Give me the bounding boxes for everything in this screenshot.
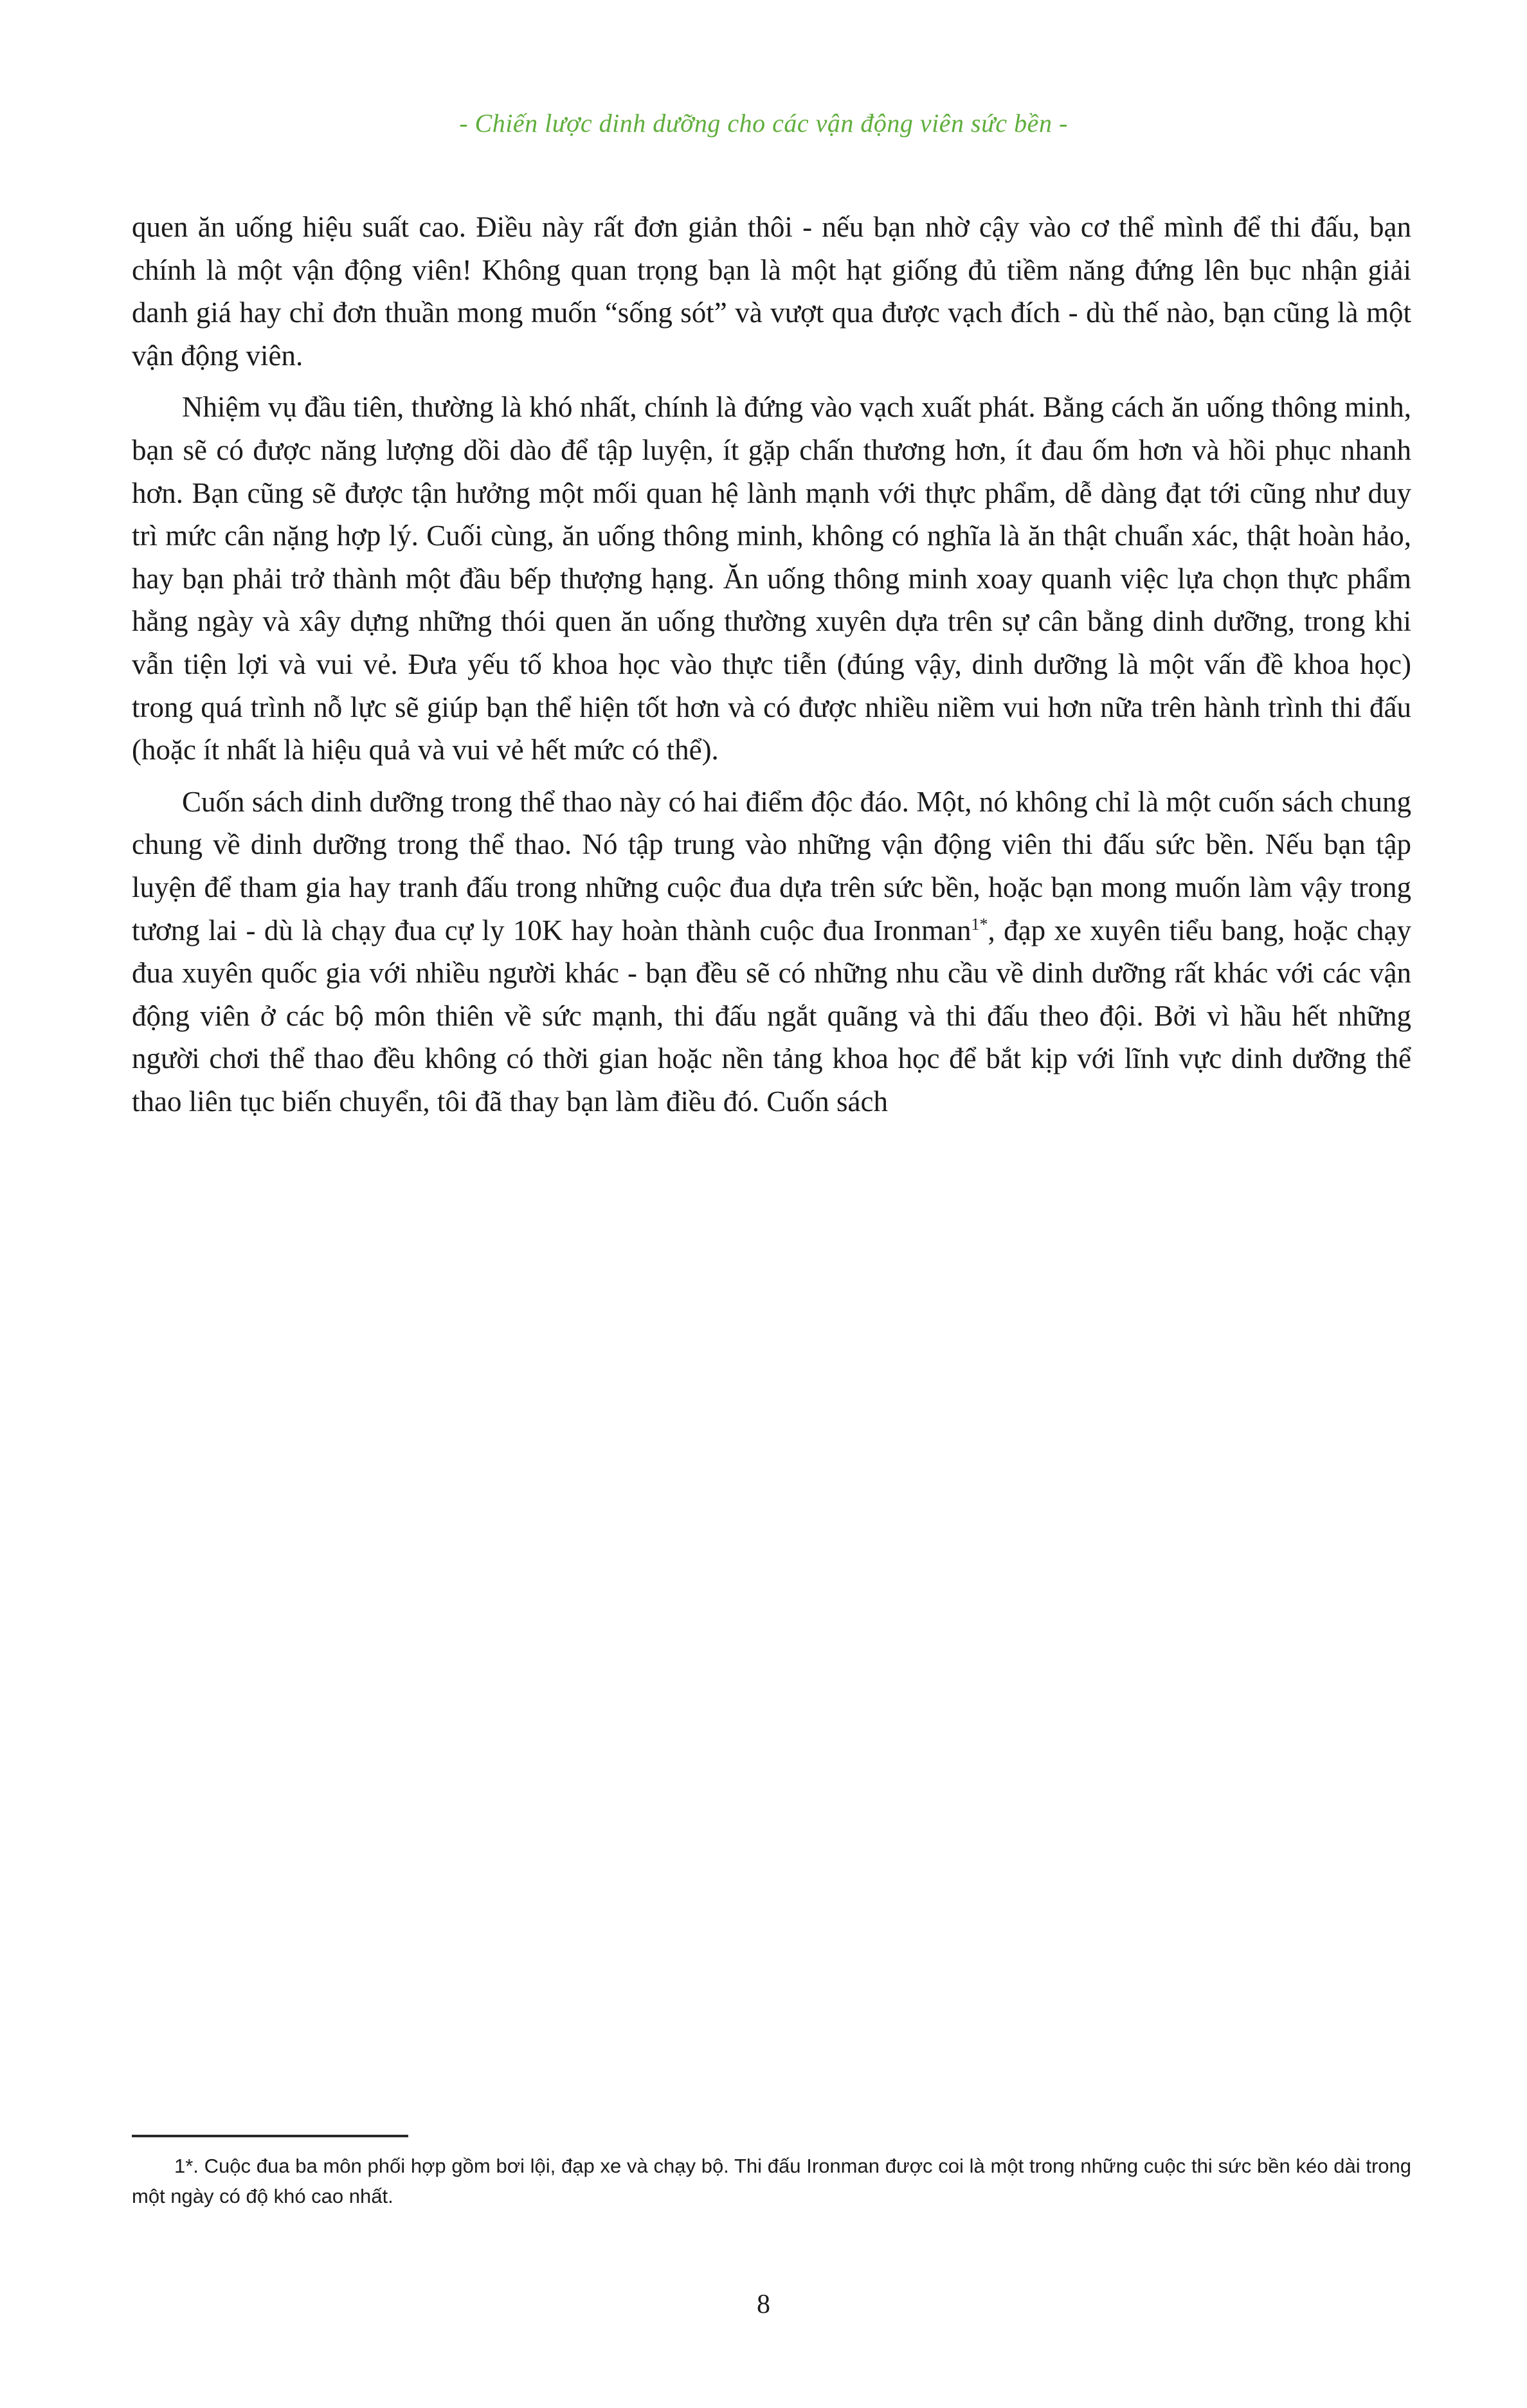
paragraph-3 (132, 781, 1411, 1123)
paragraph-1: quen ăn uống hiệu suất cao. Điều này rất đơn giản thôi - nếu bạn nhờ cậy vào cơ thể mình để thi đấu, bạn chính là một vận động viên! Không quan trọng bạn là một hạt giống đủ tiềm năng đứng lên bục nhận giải danh giá hay chỉ đơn thuần mong muốn “sống sót” và vượt qua được vạch đích - dù thế nào, bạn cũng là một vận động viên. (132, 211, 1411, 372)
paragraph-3-part-2: , đạp xe xuyên tiểu bang, hoặc chạy đua xuyên quốc gia với nhiều người khác - bạn đều sẽ có những nhu cầu về dinh dưỡng rất khác với các vận động viên ở các bộ môn thiên về sức mạnh, thi đấu ngắt quãng và thi đấu theo đội. Bởi vì hầu hết những người chơi thể thao đều không có thời gian hoặc nền tảng khoa học để bắt kịp với lĩnh vực dinh dưỡng thể thao liên tục biến chuyển, tôi đã thay bạn làm điều đó. Cuốn sách (132, 914, 1411, 1118)
page-body (132, 206, 1411, 1123)
footnote-divider (132, 2135, 408, 2137)
footnote-text: 1*. Cuộc đua ba môn phối hợp gồm bơi lội, đạp xe và chạy bộ. Thi đấu Ironman được coi là một trong những cuộc thi sức bền kéo dài trong một ngày có độ khó cao nhất. (132, 2155, 1411, 2207)
paragraph-3-part-1: Cuốn sách dinh dưỡng trong thể thao này có hai điểm độc đáo. Một, nó không chỉ là một cuốn sách chung chung về dinh dưỡng trong thể thao. Nó tập trung vào những vận động viên thi đấu sức bền. Nếu bạn tập luyện để tham gia hay tranh đấu trong những cuộc đua dựa trên sức bền, hoặc bạn mong muốn làm vậy trong tương lai - dù là chạy đua cự ly 10K hay hoàn thành cuộc đua Ironman (132, 785, 1411, 946)
footnote-block (132, 2135, 1411, 2211)
page-number: 8 (757, 2290, 770, 2319)
footnote-reference-marker[interactable]: 1* (971, 914, 988, 934)
paragraph-2: Nhiệm vụ đầu tiên, thường là khó nhất, chính là đứng vào vạch xuất phát. Bằng cách ăn uống thông minh, bạn sẽ có được năng lượng dồi dào để tập luyện, ít gặp chấn thương hơn, ít đau ốm hơn và hồi phục nhanh hơn. Bạn cũng sẽ được tận hưởng một mối quan hệ lành mạnh với thực phẩm, dễ dàng đạt tới cũng như duy trì mức cân nặng hợp lý. Cuối cùng, ăn uống thông minh, không có nghĩa là ăn thật chuẩn xác, thật hoàn hảo, hay bạn phải trở thành một đầu bếp thượng hạng. Ăn uống thông minh xoay quanh việc lựa chọn thực phẩm hằng ngày và xây dựng những thói quen ăn uống thường xuyên dựa trên sự cân bằng dinh dưỡng, trong khi vẫn tiện lợi và vui vẻ. Đưa yếu tố khoa học vào thực tiễn (đúng vậy, dinh dưỡng là một vấn đề khoa học) trong quá trình nỗ lực sẽ giúp bạn thể hiện tốt hơn và có được nhiều niềm vui hơn nữa trên hành trình thi đấu (hoặc ít nhất là hiệu quả và vui vẻ hết mức có thể). (132, 391, 1411, 766)
running-head: - Chiến lược dinh dưỡng cho các vận động viên sức bền - (459, 109, 1068, 138)
